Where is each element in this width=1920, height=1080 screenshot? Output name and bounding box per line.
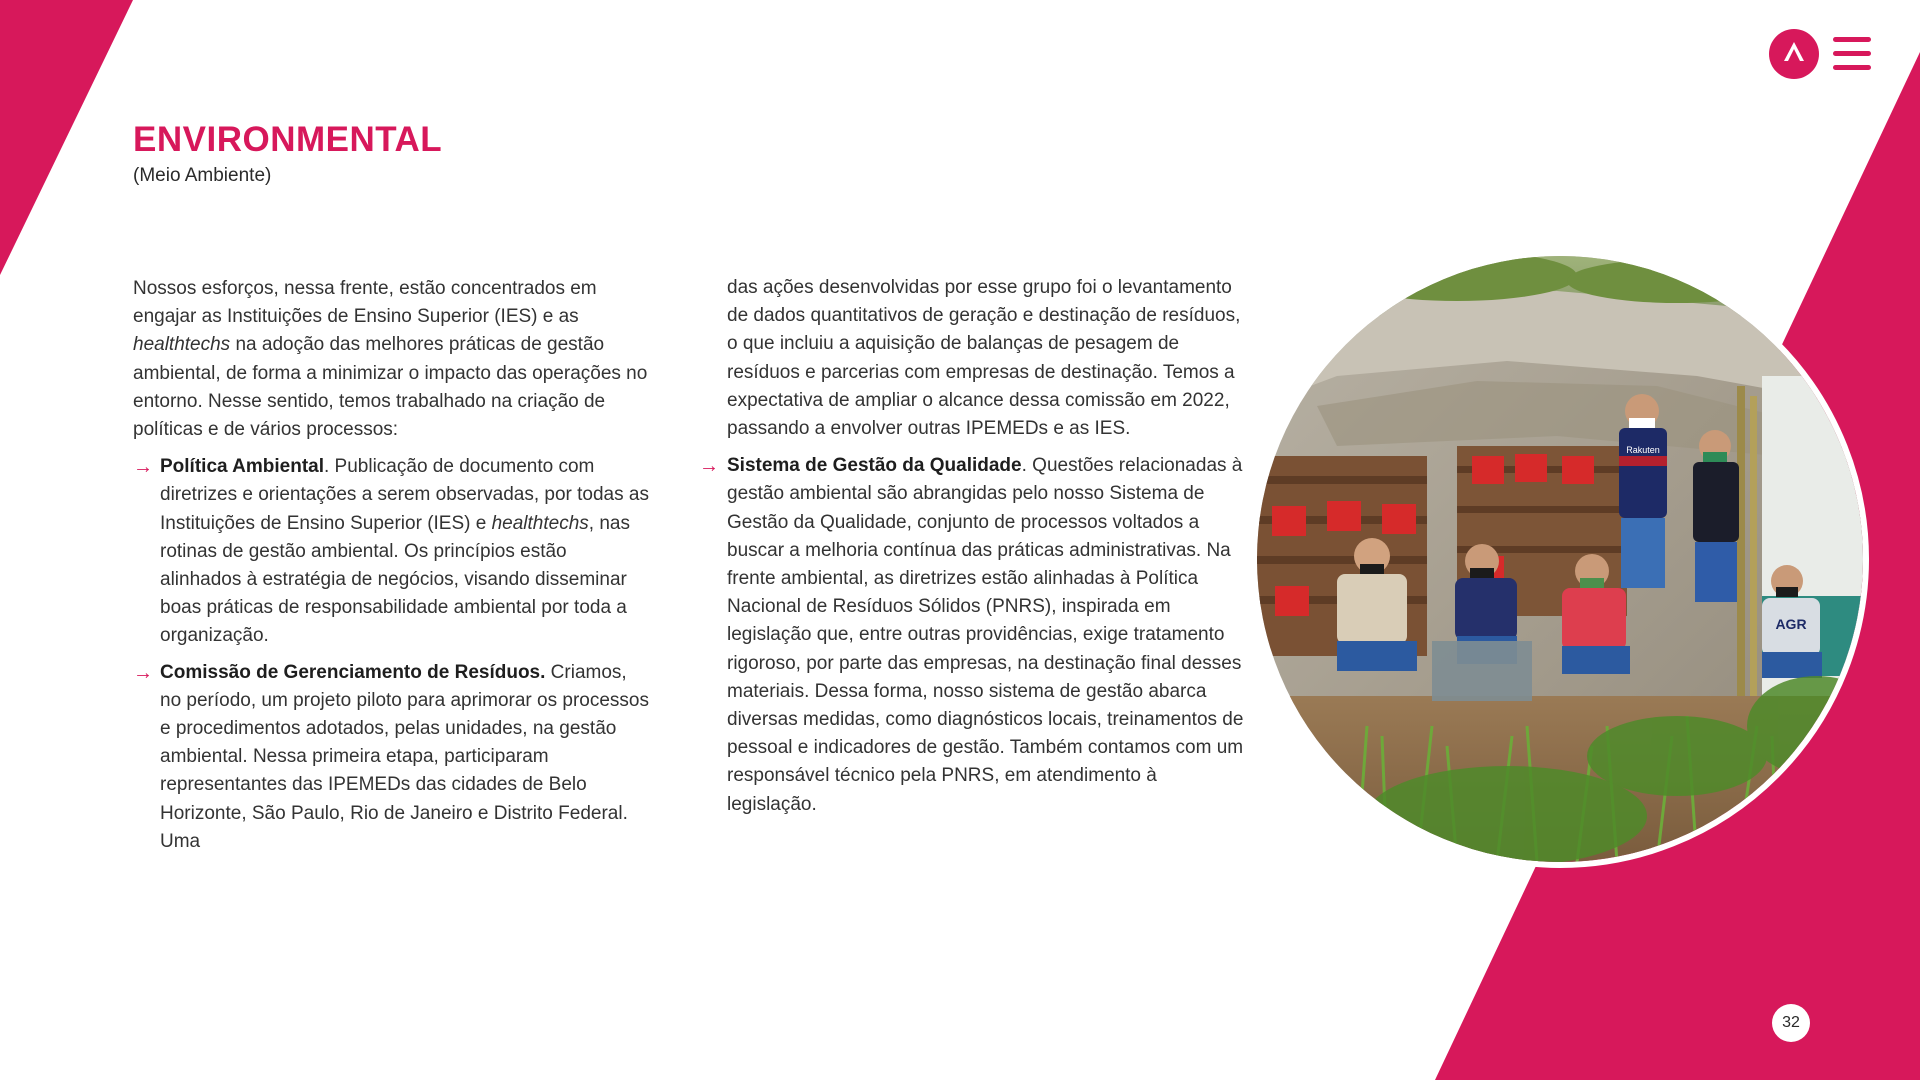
bullet-text: . Publicação de documento com diretrizes e orientações a serem observadas, por todas as Instituições de Ensino Superior (IES) e [160,456,649,534]
intro-paragraph [133,275,653,444]
team-garden-photo [1251,250,1869,868]
page-subtitle: (Meio Ambiente) [133,165,272,186]
bullet-title: Comissão de Gerenciamento de Resíduos. [160,661,546,683]
intro-text-part-2: na adoção das melhores práticas de gestão ambiental, de forma a minimizar o impacto das operações no entorno. Nesse sentido, temos trabalhado na criação de políticas e de vários processos: [133,334,648,441]
arrow-right-icon: → [699,455,719,478]
hamburger-menu-icon[interactable] [1833,37,1871,71]
page-title: ENVIRONMENTAL [133,120,443,159]
text-column-left [133,275,653,864]
intro-italic-term: healthtechs [133,334,231,356]
bullet-title: Política Ambiental [160,456,324,478]
team-photo-illustration [1257,256,1863,862]
arrow-right-icon: → [133,661,153,684]
page-number-badge: 32 [1772,1004,1810,1042]
text-column-right [699,274,1247,827]
continuation-paragraph: das ações desenvolvidas por esse grupo foi o levantamento de dados quantitativos de geração e destinação de resíduos, o que incluiu a aquisição de balanças de pesagem de resíduos e parcerias com empresas de destinação. Temos a expectativa de ampliar o alcance dessa comissão em 2022, passando a envolver outras IPEMEDs e as IES. [727,277,1241,440]
photo-shirt-sponsor: Rakuten [1626,445,1660,455]
logo-button[interactable] [1769,29,1819,79]
bullet-text: Criamos, no período, um projeto piloto para aprimorar os processos e procedimentos adotados, pelas unidades, na gestão ambiental. Nessa primeira etapa, participaram representantes das IPEMEDs das cidades de Belo Horizonte, São Paulo, Rio de Janeiro e Distrito Federal. Uma [160,661,649,852]
bullet-title: Sistema de Gestão da Qualidade [727,455,1022,477]
top-left-accent-triangle [0,0,133,275]
bullet-sistema-gestao-qualidade [699,452,1247,819]
bullet-politica-ambiental [133,453,653,650]
bullet-text: , nas rotinas de gestão ambiental. Os princípios estão alinhados à estratégia de negócios, visando disseminar boas práticas de responsabilidade ambiental por toda a organização. [160,512,630,647]
intro-text-part-1: Nossos esforços, nessa frente, estão concentrados em engajar as Instituições de Ensino Superior (IES) e as [133,278,597,328]
photo-shirt-print: AGR [1775,616,1807,632]
bullet-italic-term: healthtechs [491,512,589,534]
bullet-comissao-residuos [133,659,653,856]
arrow-right-icon: → [133,456,153,479]
bullet-text: . Questões relacionadas à gestão ambiental são abrangidas pelo nosso Sistema de Gestão da Qualidade, conjunto de processos voltados a buscar a melhoria contínua das práticas administrativas. Na frente ambiental, as diretrizes estão alinhadas à Política Nacional de Resíduos Sólidos (PNRS), inspirada em legislação que, entre outras providências, exige tratamento rigoroso, por parte das empresas, na destinação final desses materiais. Dessa forma, nosso sistema de gestão abarca diversas medidas, como diagnósticos locais, treinamentos de pessoal e indicadores de gestão. Também contamos com um responsável técnico pela PNRS, em atendimento à legislação. [727,455,1244,815]
a-logo-icon [1782,40,1806,69]
